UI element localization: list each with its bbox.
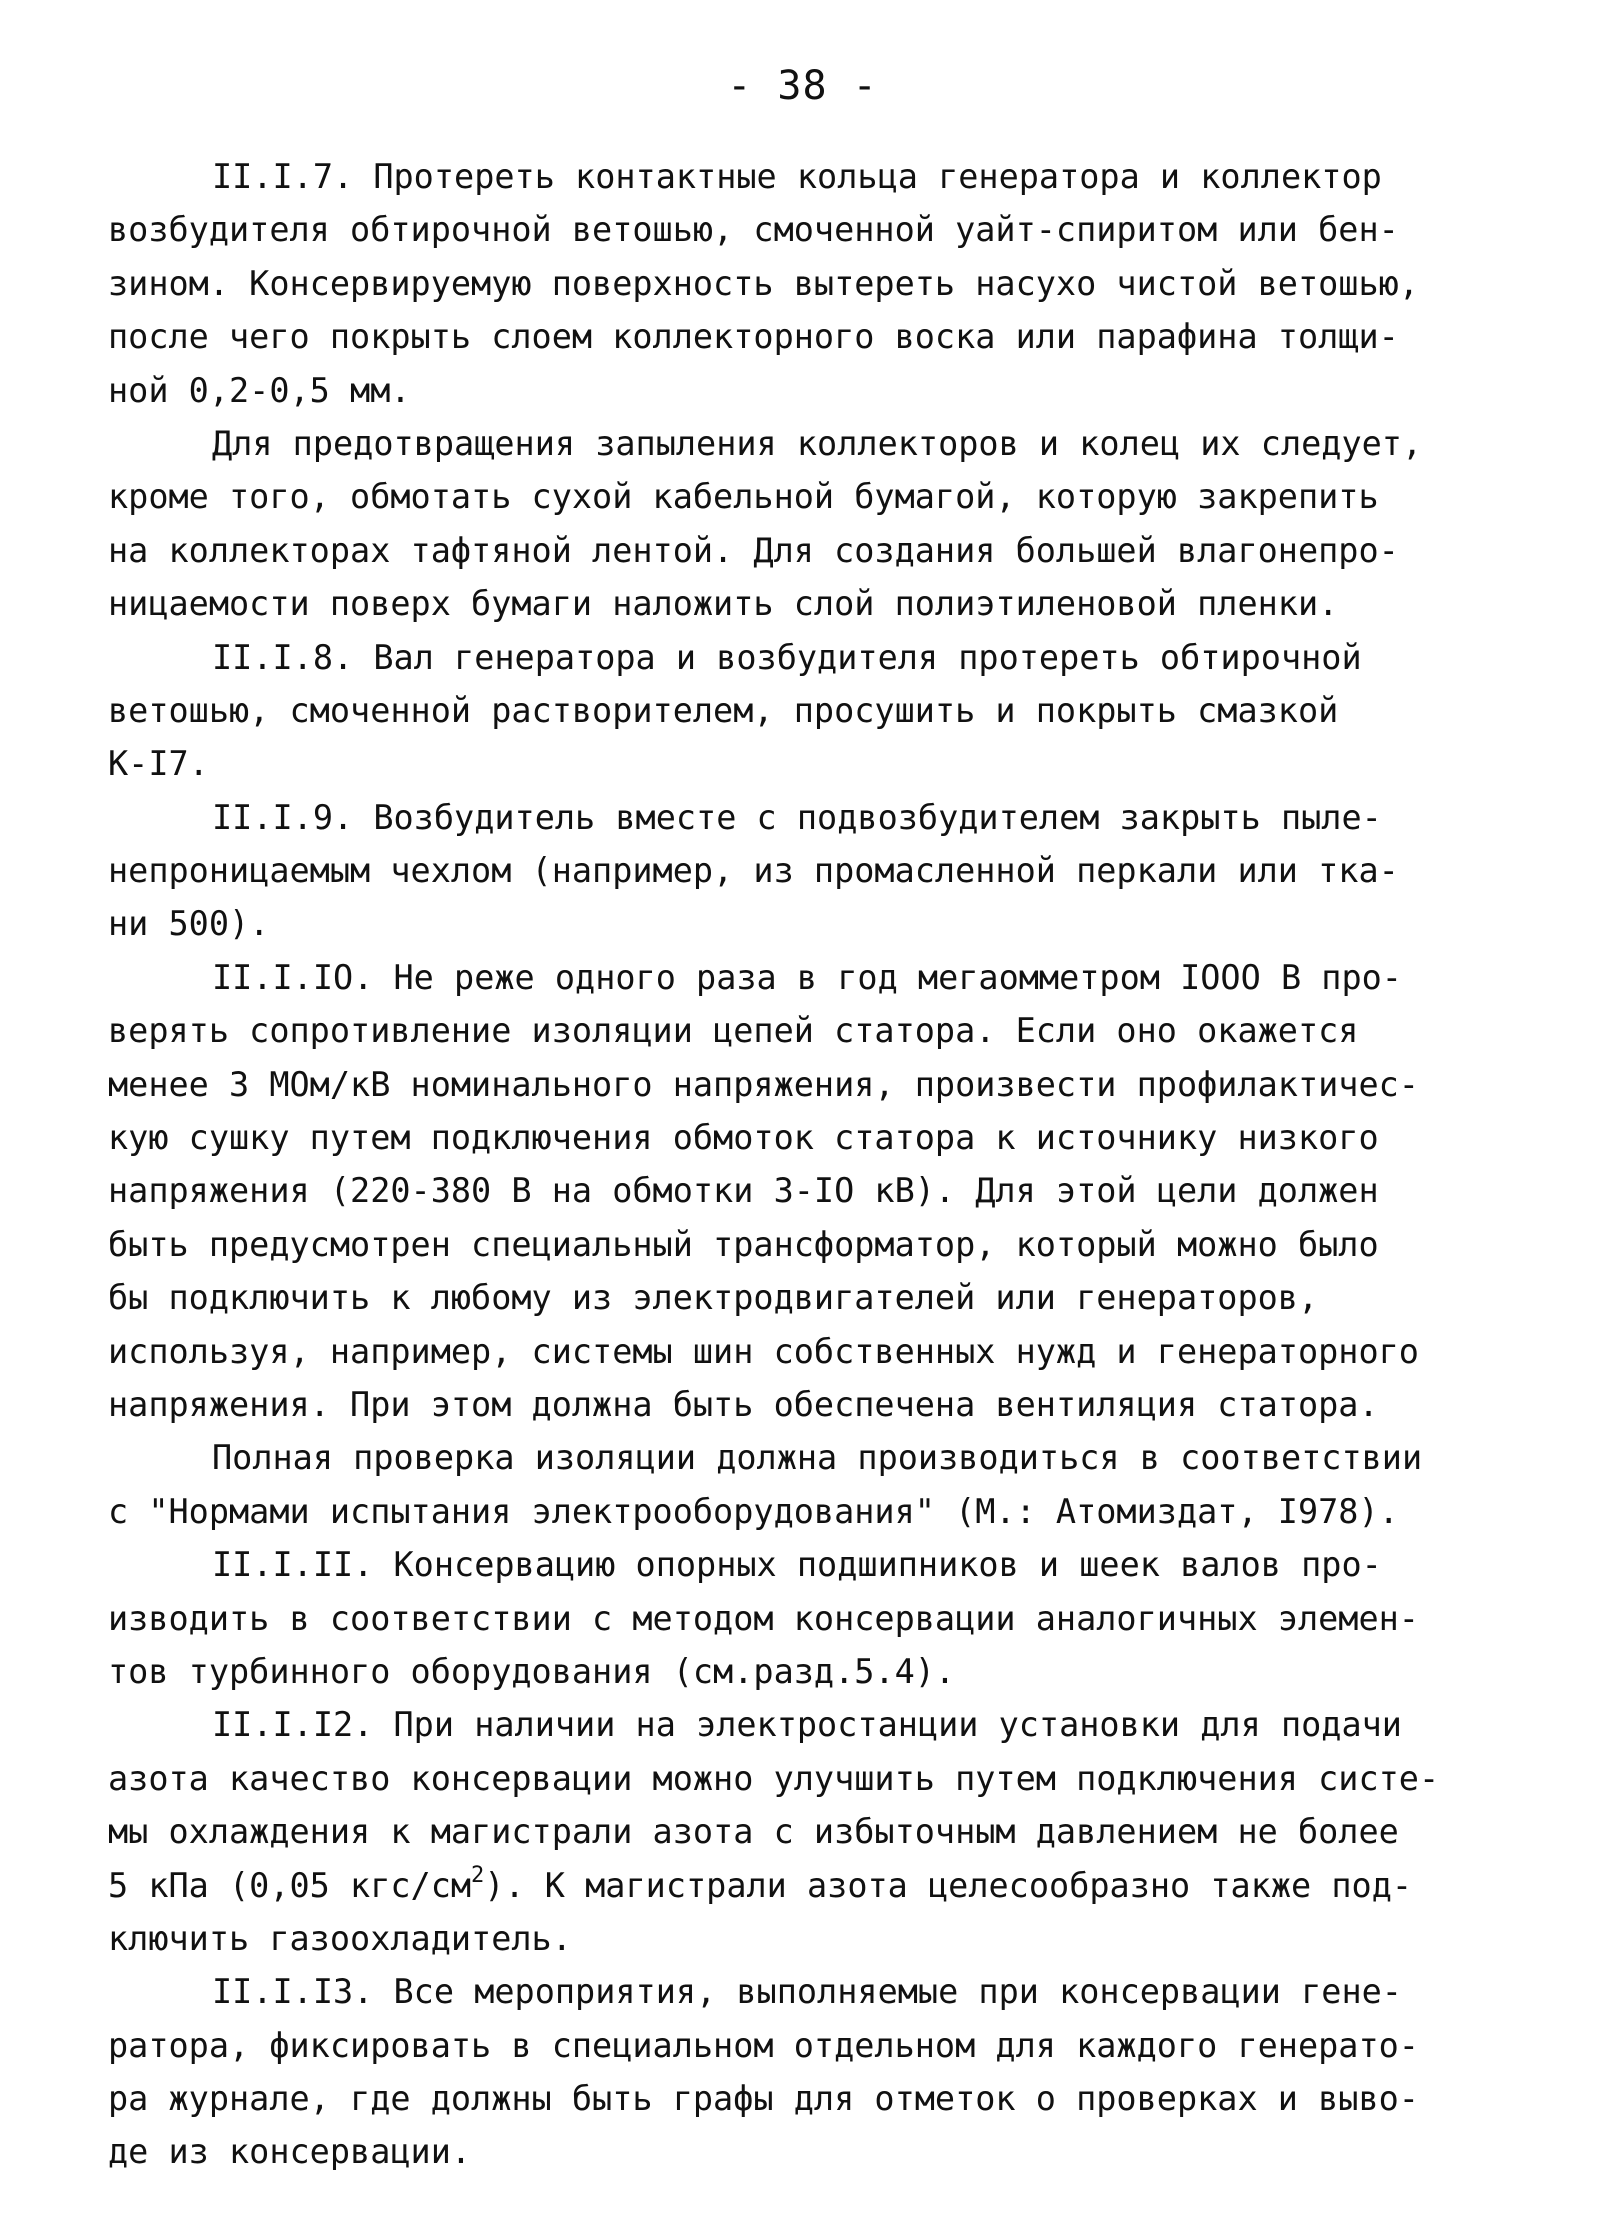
- text-line: после чего покрыть слоем коллекторного воска или парафина толщи-: [108, 317, 1399, 357]
- text-line: используя, например, системы шин собственных нужд и генераторного: [108, 1331, 1419, 1371]
- text-line: Для предотвращения запыления коллекторов и колец их следует,: [212, 423, 1423, 463]
- text-line: напряжения. При этом должна быть обеспечена вентиляция статора.: [108, 1384, 1379, 1424]
- text-line: верять сопротивление изоляции цепей статора. Если оно окажется: [108, 1011, 1359, 1051]
- text-line: менее 3 МОм/кВ номинального напряжения, произвести профилактичес-: [108, 1064, 1419, 1104]
- document-body: [108, 150, 1503, 2179]
- text-line: де из консервации.: [108, 2132, 472, 2172]
- text-line: ни 500).: [108, 904, 270, 944]
- text-line: напряжения (220-380 В на обмотки 3-IO кВ). Для этой цели должен: [108, 1171, 1379, 1211]
- text-line: ницаемости поверх бумаги наложить слой полиэтиленовой пленки.: [108, 584, 1339, 624]
- text-line: ратора, фиксировать в специальном отдельном для каждого генерато-: [108, 2025, 1419, 2065]
- text-segment: 5 кПа (0,05 кгс/см: [108, 1865, 472, 1905]
- text-line: тов турбинного оборудования (см.разд.5.4).: [108, 1651, 956, 1691]
- text-line: кроме того, обмотать сухой кабельной бумагой, которую закрепить: [108, 477, 1379, 517]
- text-line: на коллекторах тафтяной лентой. Для создания большей влагонепро-: [108, 530, 1399, 570]
- text-line: II.I.I2. При наличии на электростанции установки для подачи: [212, 1705, 1402, 1745]
- text-line: ветошью, смоченной растворителем, просушить и покрыть смазкой: [108, 690, 1339, 730]
- text-line: ра журнале, где должны быть графы для отметок о проверках и выво-: [108, 2079, 1419, 2119]
- text-line: II.I.II. Консервацию опорных подшипников и шеек валов про-: [212, 1545, 1382, 1585]
- text-line: непроницаемым чехлом (например, из промасленной перкали или тка-: [108, 851, 1399, 891]
- text-line: II.I.9. Возбудитель вместе с подвозбудителем закрыть пыле-: [212, 797, 1382, 837]
- superscript: 2: [471, 1863, 485, 1889]
- text-line: быть предусмотрен специальный трансформатор, который можно было: [108, 1224, 1379, 1264]
- text-line: II.I.8. Вал генератора и возбудителя протереть обтирочной: [212, 637, 1362, 677]
- text-line: II.I.IO. Не реже одного раза в год мегаомметром IOOO В про-: [212, 957, 1402, 997]
- text-line: мы охлаждения к магистрали азота с избыточным давлением не более: [108, 1812, 1399, 1852]
- text-line: Полная проверка изоляции должна производиться в соответствии: [212, 1438, 1423, 1478]
- text-line: II.I.7. Протереть контактные кольца генератора и коллектор: [212, 157, 1382, 196]
- text-line: бы подключить к любому из электродвигателей или генераторов,: [108, 1278, 1319, 1318]
- text-line: изводить в соответствии с методом консервации аналогичных элемен-: [108, 1598, 1419, 1638]
- page-number: - 38 -: [727, 63, 878, 109]
- text-line-with-superscript: [108, 1859, 1503, 1912]
- text-line: К-I7.: [108, 744, 209, 784]
- text-line: возбудителя обтирочной ветошью, смоченной уайт-спиритом или бен-: [108, 210, 1399, 250]
- text-line: зином. Консервируемую поверхность вытереть насухо чистой ветошью,: [108, 263, 1419, 303]
- text-line: ной 0,2-0,5 мм.: [108, 370, 411, 410]
- text-line: ключить газоохладитель.: [108, 1918, 572, 1958]
- text-segment: ). К магистрали азота целесообразно также под-: [484, 1865, 1413, 1905]
- text-line: II.I.I3. Все мероприятия, выполняемые при консервации гене-: [212, 1972, 1402, 2012]
- text-line: кую сушку путем подключения обмоток статора к источнику низкого: [108, 1118, 1379, 1158]
- text-line: с "Нормами испытания электрооборудования" (М.: Атомиздат, I978).: [108, 1491, 1399, 1531]
- text-line: азота качество консервации можно улучшить путем подключения систе-: [108, 1758, 1440, 1798]
